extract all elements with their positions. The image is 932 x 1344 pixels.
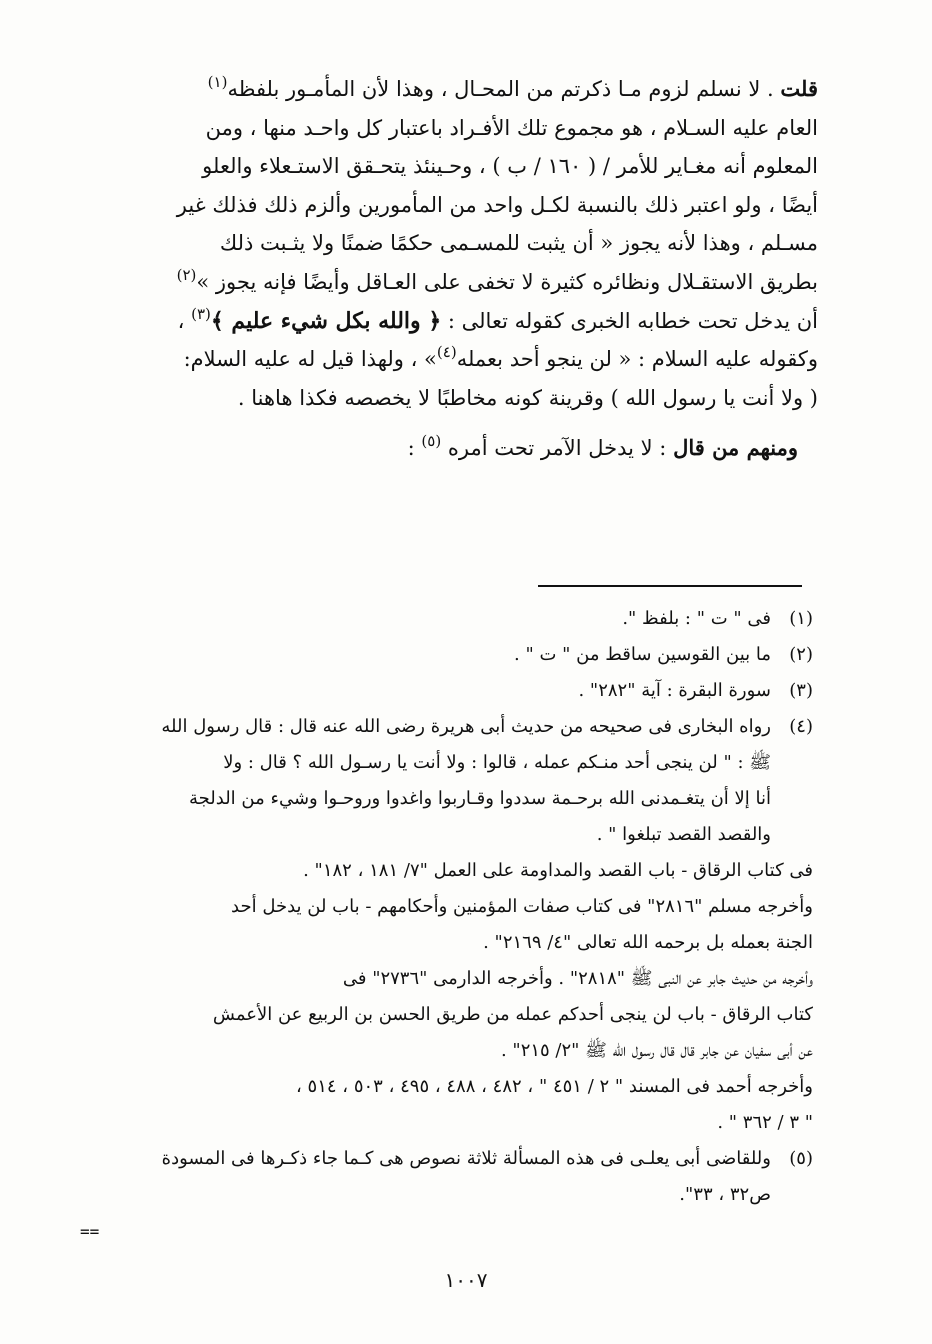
main-line-2: العام عليه السـلام ، هو مجموع تلك الأفـراد باعتبار كل واحـد منها ، ومن — [205, 115, 818, 140]
main-line-5: مسـلم ، وهذا لأنه يجوز « أن يثبت للمسـمى حكمًا ضمنًا ولا يثـبت ذلك — [219, 231, 818, 256]
footnote-number: (٤) — [789, 716, 813, 737]
footnote-number: (٢) — [789, 644, 813, 665]
main-line-6: بطريق الاستقـلال ونظائره كثيرة لا تخفى على العـاقل وأيضًا فإنه يجوز »$^{(٢)}$ — [176, 265, 818, 294]
footnote-2: (٢) ما بين القوسين ساقط من " ت " . — [78, 637, 813, 673]
footnote-3: (٣) سورة البقرة : آية "٢٨٢" . — [78, 673, 813, 709]
page-number: ١٠٠٧ — [444, 1268, 488, 1292]
footnote-4: (٤) رواه البخارى فى صحيحه من حديث أبى هريرة رضى الله عنه قال : قال رسول الله ﷺ : " لن ينجى أحد منـكم عمله ، قالوا : ولا أنت يا رسـول الله ؟ قال : ولا أنا إلا أن يتغـمدنى الله برحـمة سددوا وقـاربوا واغدوا وروحـوا وشيء من الدلجة والقصد القصد تبلغوا " . — [78, 709, 813, 853]
footnote-number: (٥) — [789, 1148, 813, 1169]
footnote-number: (١) — [789, 608, 813, 629]
main-line-8: وكقوله عليه السلام : « لن ينجو أحد بعمله$^{(٤)}$» ، ولهذا قيل له عليه السلام: — [183, 343, 818, 372]
footnotes — [78, 601, 813, 1213]
footnote-divider — [538, 585, 802, 587]
footnote-ref: (٤) — [436, 343, 457, 362]
footnote-ref: (٥) — [421, 432, 442, 451]
main-line-9: ( ولا أنت يا رسول الله ) وقرينة كونه مخاطبًا لا يخصصه فكذا هاهنا . — [237, 385, 818, 410]
main-line-closing: ومنهم من قال : لا يدخل الآمر تحت أمره $^{(٥)}$ : — [407, 432, 798, 461]
main-line-1: قلت . لا نسلم لزوم مـا ذكرتم من المحـال ، وهذا لأن المأمـور بلفظه$^{(١)}$ — [207, 73, 818, 101]
footnote-ref: (٢) — [176, 265, 197, 284]
footnote-ref: (١) — [207, 73, 228, 91]
footnote-4-continuation: فى كتاب الرقاق - باب القصد والمداومة على العمل "٧/ ١٨١ ، ١٨٢" . وأخرجه مسلم "٢٨١٦" فى كتاب صفات المؤمنين وأحكامهم - باب لن يدخل أحد الجنة بعمله بل برحمه الله تعالى "٤/ ٢١٦٩" . وأخرجه من حديث جابر عن النبى ﷺ "٢٨١٨" . وأخرجه الدارمى "٢٧٣٦" فى كتاب الرقاق - باب لن ينجى أحدكم عمله من طريق الحسن بن الربيع عن الأعمش عن أبى سفيان عن جابر قال قال رسول الله ﷺ "٢/ ٢١٥" . وأخرجه أحمد فى المسند " ٢ / ٤٥١ " ، ٤٨٢ ، ٤٨٨ ، ٤٩٥ ، ٥٠٣ ، ٥١٤ ، " ٣ / ٣٦٢ " . — [212, 860, 813, 1133]
lead-word: قلت — [780, 76, 818, 101]
quran-verse: ﴿ والله بكل شيء عليم ﴾ — [210, 307, 442, 334]
footnote-1: (١) فى " ت " : بلفظ ". — [78, 601, 813, 637]
main-line-3: المعلوم أنه مغـاير للأمر / ( ١٦٠ / ب ) ، وحـينئذ يتحـقق الاستـعلاء والعلو — [202, 154, 818, 179]
footnote-5: (٥) وللقاضى أبى يعلـى فى هذه المسألة ثلاثة نصوص هى كـما جاء ذكـرها فى المسودة ص٣٢ ، ٣٣". — [78, 1141, 813, 1213]
footnote-number: (٣) — [789, 680, 813, 701]
footnote-ref: (٣) — [191, 304, 211, 323]
lead-phrase: ومنهم من قال — [673, 435, 798, 461]
margin-mark: == — [80, 1222, 100, 1241]
main-line-7: أن يدخل تحت خطابه الخبرى كقوله تعالى : ﴿ والله بكل شيء عليم ﴾$^{(٣)}$ ، — [177, 304, 818, 334]
main-line-4: أيضًا ، ولو اعتبر ذلك بالنسبة لكـل واحد من المأمورين وألزم ذلك فذلك غير — [176, 192, 818, 217]
main-text — [88, 70, 818, 468]
